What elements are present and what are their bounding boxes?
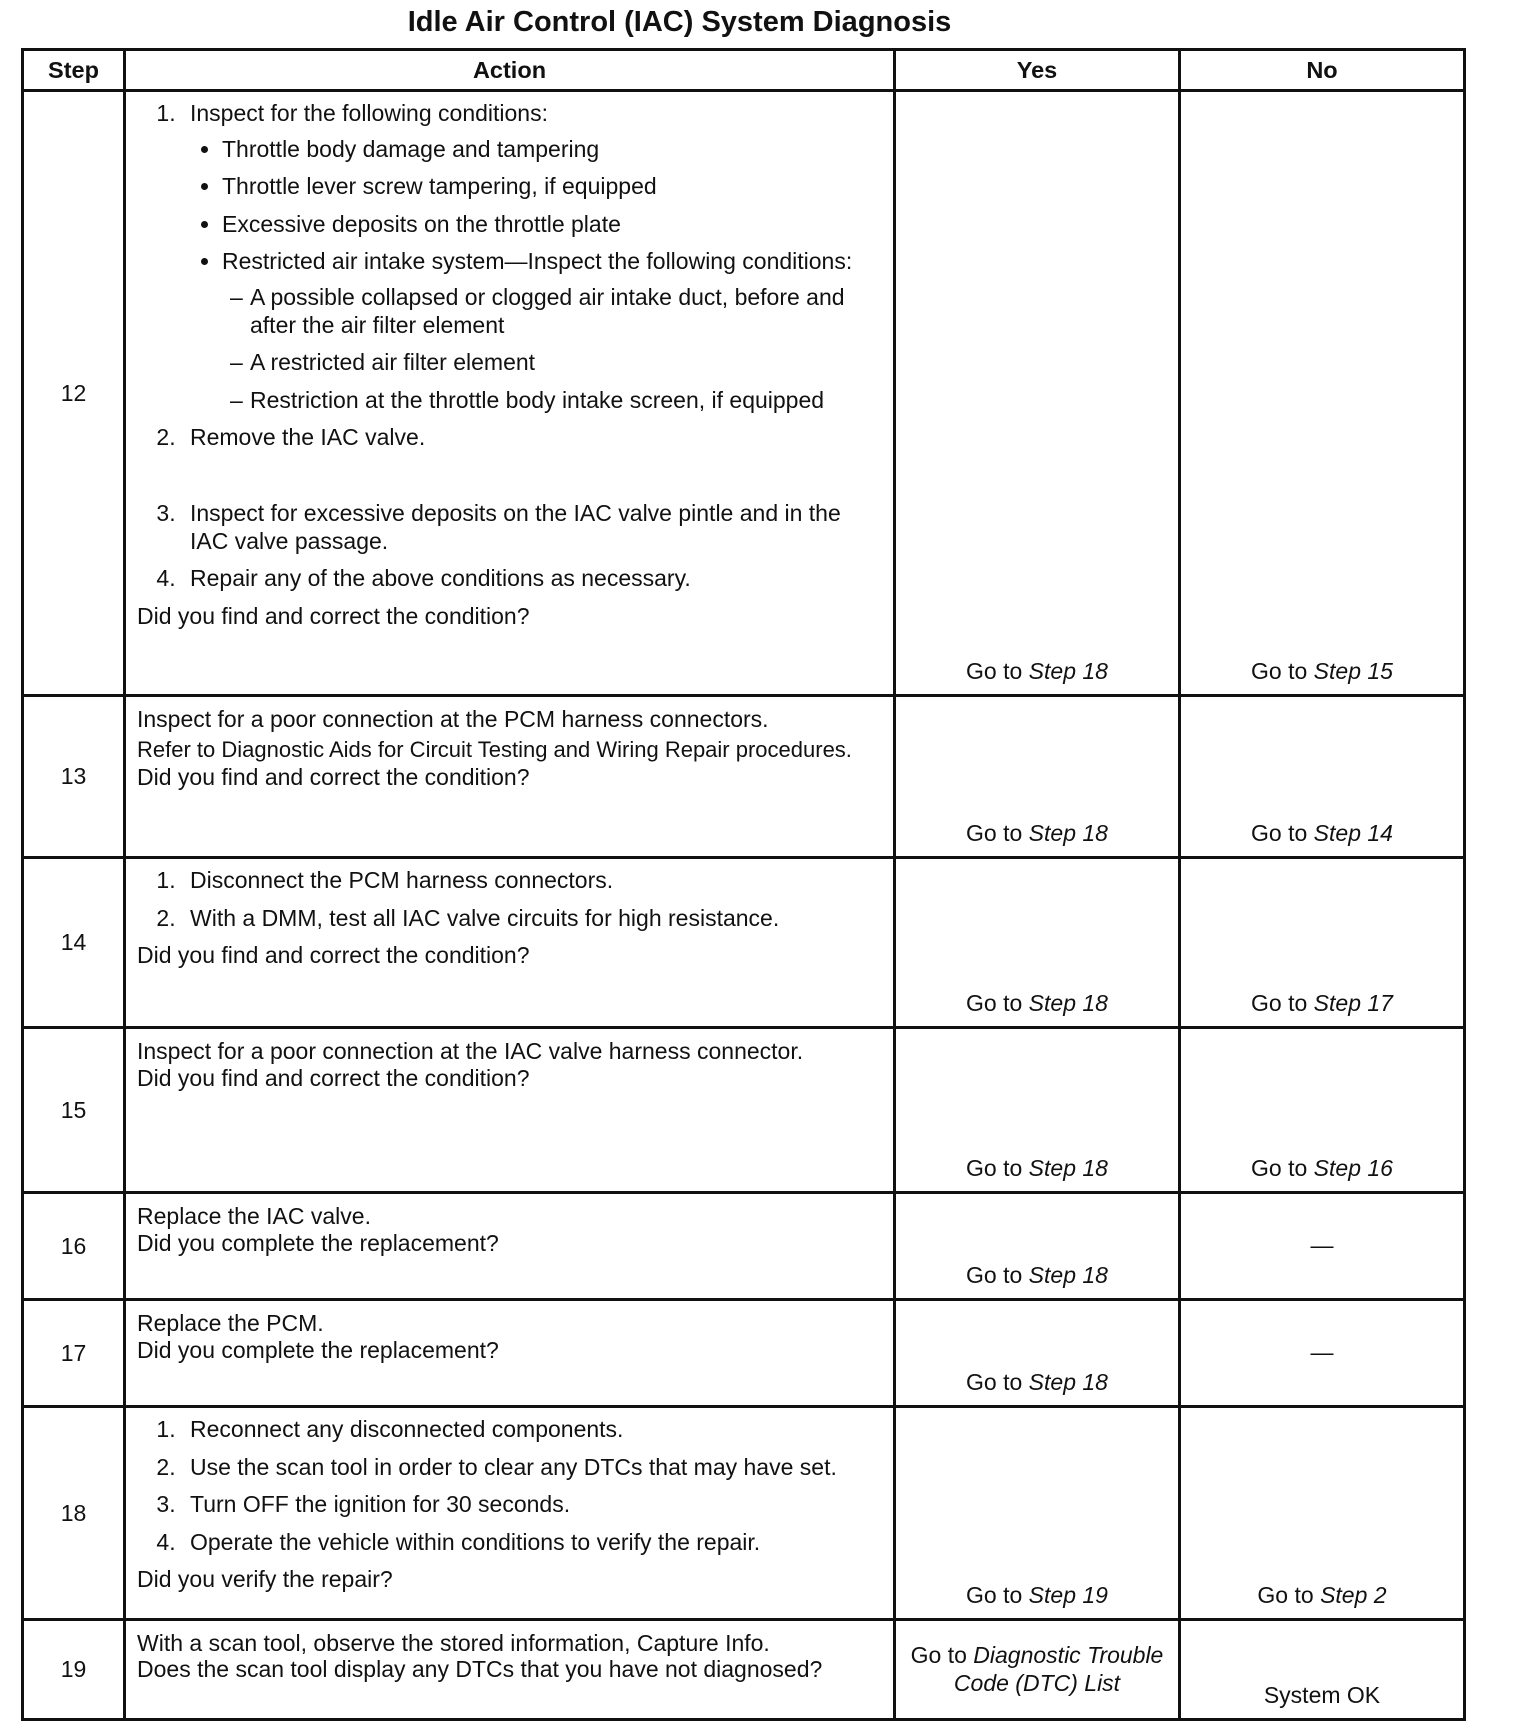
step-number: 17 <box>23 1300 125 1407</box>
list-item: – Restriction at the throttle body intake screen, if equipped <box>250 387 879 415</box>
yes-cell: Go to Step 18 <box>895 858 1180 1028</box>
question-text: Did you find and correct the condition? <box>137 602 530 629</box>
no-target: Step 14 <box>1313 820 1393 847</box>
step-number: 12 <box>23 91 125 696</box>
no-target: Step 16 <box>1313 1155 1393 1182</box>
no-cell: Go to Step 2 <box>1180 1407 1465 1620</box>
question-text: Did you find and correct the condition? <box>137 1065 530 1092</box>
list-item: • Excessive deposits on the throttle plate <box>222 211 879 239</box>
action-cell <box>125 1300 895 1407</box>
reference-text: Refer to Diagnostic Aids for Circuit Testing and Wiring Repair procedures. <box>137 737 852 763</box>
header-yes: Yes <box>895 50 1180 91</box>
step-number: 16 <box>23 1193 125 1300</box>
list-item: 4. Repair any of the above conditions as necessary. <box>182 565 879 593</box>
action-list <box>137 867 879 942</box>
table-row <box>23 1300 1465 1407</box>
list-item: 3. Inspect for excessive deposits on the IAC valve pintle and in the IAC valve passage. <box>182 500 879 555</box>
yes-cell: Go to Step 18 <box>895 696 1180 858</box>
header-no: No <box>1180 50 1465 91</box>
action-text: Inspect for a poor connection at the PCM harness connectors. <box>137 706 769 732</box>
yes-cell: Go to Step 19 <box>895 1407 1180 1620</box>
list-item: 1. Reconnect any disconnected components. <box>182 1416 879 1444</box>
action-cell <box>125 91 895 696</box>
yes-cell: Go to Step 18 <box>895 1028 1180 1193</box>
yes-target: Step 18 <box>1028 1369 1108 1396</box>
header-row <box>23 50 1465 91</box>
action-cell <box>125 696 895 858</box>
yes-target: Step 18 <box>1028 658 1108 685</box>
yes-target: Diagnostic Trouble Code (DTC) List <box>953 1641 1164 1696</box>
list-item: 2. Use the scan tool in order to clear any DTCs that may have set. <box>182 1454 879 1482</box>
action-cell <box>125 1193 895 1300</box>
table-row <box>23 858 1465 1028</box>
step-number: 13 <box>23 696 125 858</box>
yes-target: Step 18 <box>1028 1262 1108 1289</box>
yes-cell: Go to Step 18 <box>895 91 1180 696</box>
list-item: 2. With a DMM, test all IAC valve circuits for high resistance. <box>182 905 879 933</box>
table-row <box>23 1028 1465 1193</box>
table-row <box>23 1193 1465 1300</box>
action-list <box>137 100 879 603</box>
question-text: Did you verify the repair? <box>137 1566 393 1593</box>
yes-cell: Go to Diagnostic Trouble Code (DTC) List <box>895 1620 1180 1720</box>
action-text: Inspect for a poor connection at the IAC valve harness connector. <box>137 1038 804 1064</box>
step-number: 14 <box>23 858 125 1028</box>
no-target: Step 2 <box>1320 1582 1387 1609</box>
table-row <box>23 1407 1465 1620</box>
header-step: Step <box>23 50 125 91</box>
page-title: Idle Air Control (IAC) System Diagnosis <box>407 6 952 38</box>
question-text: Did you find and correct the condition? <box>137 942 530 969</box>
yes-target: Step 18 <box>1028 990 1108 1017</box>
table-row <box>23 696 1465 858</box>
question-text: Does the scan tool display any DTCs that you have not diagnosed? <box>137 1656 823 1683</box>
table-row <box>23 91 1465 696</box>
yes-cell: Go to Step 18 <box>895 1300 1180 1407</box>
list-item: 4. Operate the vehicle within conditions to verify the repair. <box>182 1529 879 1557</box>
question-text: Did you complete the replacement? <box>137 1230 499 1257</box>
no-cell: Go to Step 14 <box>1180 696 1465 858</box>
question-text: Did you find and correct the condition? <box>137 763 530 790</box>
action-text: Replace the PCM. <box>137 1310 324 1336</box>
list-item: – A restricted air filter element <box>250 349 879 377</box>
sub-condition-list <box>222 284 879 414</box>
action-text: With a scan tool, observe the stored information, Capture Info. <box>137 1630 770 1656</box>
step-number: 19 <box>23 1620 125 1720</box>
yes-target: Step 18 <box>1028 1155 1108 1182</box>
yes-cell: Go to Step 18 <box>895 1193 1180 1300</box>
list-item: – A possible collapsed or clogged air intake duct, before and after the air filter element <box>250 284 879 339</box>
condition-list <box>190 136 879 415</box>
step-number: 18 <box>23 1407 125 1620</box>
no-cell: System OK <box>1180 1620 1465 1720</box>
diagnosis-table <box>21 48 1466 1721</box>
yes-target: Step 18 <box>1028 820 1108 847</box>
header-action: Action <box>125 50 895 91</box>
list-item: 3. Turn OFF the ignition for 30 seconds. <box>182 1491 879 1519</box>
list-item: • Restricted air intake system—Inspect the following conditions: – A possible collapsed or clogged air intake duct, before and after the air filter element – A restricted air filter element – Restriction at the throttle body intake screen, if equipped <box>222 248 879 414</box>
yes-target: Step 19 <box>1028 1582 1108 1609</box>
list-item: • Throttle lever screw tampering, if equipped <box>222 173 879 201</box>
list-item: 1. Disconnect the PCM harness connectors. <box>182 867 879 895</box>
action-cell <box>125 858 895 1028</box>
action-cell <box>125 1407 895 1620</box>
question-text: Did you complete the replacement? <box>137 1337 499 1364</box>
action-text: Replace the IAC valve. <box>137 1203 371 1229</box>
list-item: • Throttle body damage and tampering <box>222 136 879 164</box>
no-cell: — <box>1180 1193 1465 1300</box>
table-row <box>23 1620 1465 1720</box>
no-cell: — <box>1180 1300 1465 1407</box>
no-target: Step 17 <box>1313 990 1393 1017</box>
action-cell <box>125 1028 895 1193</box>
list-item: 2. Remove the IAC valve. <box>182 424 879 490</box>
action-cell <box>125 1620 895 1720</box>
step-number: 15 <box>23 1028 125 1193</box>
no-cell: Go to Step 15 <box>1180 91 1465 696</box>
no-cell: Go to Step 17 <box>1180 858 1465 1028</box>
action-list <box>137 1416 879 1566</box>
list-item: 1. Inspect for the following conditions: • Throttle body damage and tampering • Throttle lever screw tampering, if equipped • Excessive deposits on the throttle plate • Restricted air intake system—Inspect the following conditions: – A possible collapsed or clogged air intake duct, before and after the air filter element – A restricted air filter element – Restriction at the throttle body intake screen, if equipped <box>182 100 879 414</box>
no-cell: Go to Step 16 <box>1180 1028 1465 1193</box>
no-target: Step 15 <box>1313 658 1393 685</box>
